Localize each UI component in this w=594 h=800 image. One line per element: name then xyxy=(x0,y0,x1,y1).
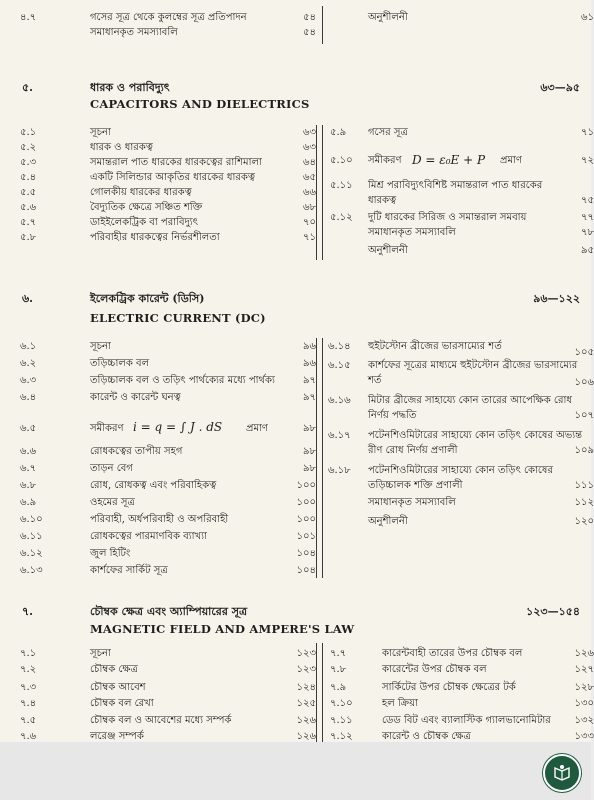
toc-page: ৯৮ xyxy=(303,463,316,474)
toc-number: ৬.১১ xyxy=(20,531,43,542)
toc-title: পটেনশিওমিটারের সাহায্যে কোন তড়িৎ কোষের xyxy=(368,465,553,476)
chapter-title: ধারক ও পরাবিদ্যুৎ xyxy=(90,81,170,94)
toc-page: ১০০ xyxy=(296,514,316,525)
column-divider xyxy=(322,125,323,260)
toc-page: ১২৬ xyxy=(296,715,316,726)
toc-number: ৭.৭ xyxy=(330,648,347,659)
toc-number: ৭.৮ xyxy=(330,664,347,675)
toc-title: কারেন্টবাহী তারের উপর চৌম্বক বল xyxy=(382,648,523,659)
toc-number: ৬.১২ xyxy=(20,548,43,559)
column-divider xyxy=(316,125,317,260)
toc-page: ৯৬ xyxy=(303,358,316,369)
chapter-title: চৌম্বক ক্ষেত্র এবং অ্যাম্পিয়ারের সূত্র xyxy=(90,605,248,618)
toc-page: ১২৫ xyxy=(296,698,316,709)
toc-page: ৭৫ xyxy=(581,195,594,206)
toc-number: ৫.৭ xyxy=(20,217,37,228)
toc-title: বৈদ্যুতিক ক্ষেত্রে সঞ্চিত শক্তি xyxy=(90,202,203,213)
toc-title: সূচনা xyxy=(90,341,111,352)
chapter-number: ৬. xyxy=(22,292,33,305)
toc-title-continued: ধারকত্ব xyxy=(368,195,397,206)
column-divider xyxy=(316,338,317,578)
toc-title: চৌম্বক ক্ষেত্র xyxy=(90,664,138,675)
toc-page: ১৩২ xyxy=(574,715,594,726)
toc-page: ১০০ xyxy=(296,497,316,508)
toc-page: ৬৮ xyxy=(303,202,316,213)
toc-title: পটেনশিওমিটারের সাহায্যে কোন তড়িৎ কোষের অভ্যন্ত xyxy=(368,430,583,441)
toc-title: প্রমাণ xyxy=(500,155,522,166)
toc-number: ৬.২ xyxy=(20,358,37,369)
toc-title: তড়িচ্চালক বল ও তড়িৎ পার্থক্যের মধ্যে পার্থক্য xyxy=(90,375,275,386)
chapter-english-title: MAGNETIC FIELD AND AMPERE'S LAW xyxy=(90,622,355,636)
toc-number: ৬.১৭ xyxy=(328,430,351,441)
toc-page: ১২০ xyxy=(574,516,594,527)
toc-number: ৫.৫ xyxy=(20,187,37,198)
toc-page: ৯৭ xyxy=(303,375,316,386)
toc-number: ৬.৪ xyxy=(20,392,37,403)
toc-page: ৬৩ xyxy=(302,127,316,138)
toc-equation: i = q = ∫ J . dS xyxy=(133,420,223,434)
toc-page: ১২৬ xyxy=(296,731,316,742)
toc-page: ৭২ xyxy=(580,155,594,166)
toc-title: চৌম্বক বল ও আবেশের মধ্যে সম্পর্ক xyxy=(90,715,232,726)
toc-title: সার্কিটের উপর চৌম্বক ক্ষেত্রের টর্ক xyxy=(382,682,516,693)
toc-title: গসের সূত্র থেকে কুলম্বের সূত্র প্রতিপাদন xyxy=(90,12,247,23)
toc-number: ৬.৬ xyxy=(20,446,37,457)
toc-number: ৭.৩ xyxy=(20,682,37,693)
toc-title: দুটি ধারকের সিরিজ ও সমান্তরাল সমবায় xyxy=(368,212,527,223)
toc-title: পরিবাহীর ধারকত্বের নির্ভরশীলতা xyxy=(90,232,220,243)
toc-title-continued: শর্ত xyxy=(368,375,382,386)
toc-page: ৭০ xyxy=(302,217,316,228)
toc-number: ৭.১১ xyxy=(330,715,353,726)
toc-page: ১২৭ xyxy=(574,664,594,675)
toc-number: ৫.৩ xyxy=(20,157,37,168)
toc-title: রোধকত্বের পারমাণবিক ব্যাখ্যা xyxy=(90,531,207,542)
toc-number: ৬.১৫ xyxy=(328,360,351,371)
toc-number: ৭.২ xyxy=(20,664,37,675)
toc-title: গসের সূত্র xyxy=(368,127,408,138)
toc-page: ৬৩ xyxy=(302,142,316,153)
toc-title: ধারক ও ধারকত্ব xyxy=(90,142,153,153)
toc-title: সমাধানকৃত সমস্যাবলি xyxy=(368,227,456,238)
toc-page: ৯৮ xyxy=(303,446,316,457)
toc-title: অনুশীলনী xyxy=(368,516,408,527)
toc-title: চৌম্বক আবেশ xyxy=(90,682,146,693)
toc-page: ১০০ xyxy=(296,480,316,491)
toc-title: ডেড বিট এবং ব্যালাস্টিক গ্যালভানোমিটার xyxy=(382,715,551,726)
toc-title: কারেন্ট ও চৌম্বক ক্ষেত্র xyxy=(382,731,471,742)
toc-page: ১১১ xyxy=(574,480,594,491)
toc-number: ৬.১৪ xyxy=(328,341,351,352)
toc-page: ১১২ xyxy=(574,497,594,508)
toc-page: ৬৫ xyxy=(303,172,316,183)
toc-title: মিশ্র পরাবিদ্যুৎবিশিষ্ট সমান্তরাল পাত ধারকের xyxy=(368,180,543,191)
toc-title: প্রমাণ xyxy=(246,423,268,434)
toc-page: ১২৬ xyxy=(574,648,594,659)
toc-title: মিটার ব্রীজের সাহায্যে কোন তারের আপেক্ষিক রোধ xyxy=(368,395,572,406)
toc-page: ৯৭ xyxy=(303,392,316,403)
toc-title: কার্শফের সার্কিট সূত্র xyxy=(90,565,168,576)
chapter-english-title: ELECTRIC CURRENT (DC) xyxy=(90,311,266,325)
app-logo[interactable] xyxy=(543,754,581,792)
toc-page: ৫৪ xyxy=(303,12,316,23)
toc-page: ১০৬ xyxy=(574,377,594,388)
toc-number: ৭.১২ xyxy=(330,731,353,742)
toc-number: ৫.১০ xyxy=(330,155,353,166)
toc-page: ১৩৩ xyxy=(574,731,594,742)
toc-number: ৫.১১ xyxy=(330,180,353,191)
toc-number: ৬.৮ xyxy=(20,480,37,491)
toc-number: ৬.১ xyxy=(20,341,37,352)
toc-number: ৬.৫ xyxy=(20,423,37,434)
toc-page: ৬৬ xyxy=(302,187,316,198)
toc-number: ৬.৯ xyxy=(20,497,37,508)
toc-number: ৭.৬ xyxy=(20,731,37,742)
toc-number: ৬.১০ xyxy=(20,514,43,525)
toc-page: ৫৪ xyxy=(303,27,316,38)
toc-title: কারেন্টের উপর চৌম্বক বল xyxy=(382,664,487,675)
toc-page: ৯৮ xyxy=(303,423,316,434)
toc-number: ৭.১ xyxy=(20,648,37,659)
toc-number: ৪.৭ xyxy=(20,12,37,23)
chapter-number: ৫. xyxy=(22,81,33,94)
toc-title: গোলকীয় ধারকের ধারকত্ব xyxy=(90,187,192,198)
column-divider xyxy=(322,643,323,742)
toc-number: ৫.৯ xyxy=(330,127,347,138)
toc-title: সমাধানকৃত সমস্যাবলি xyxy=(90,27,178,38)
toc-title: সমান্তরাল পাত ধারকের ধারকত্বের রাশিমালা xyxy=(90,157,262,168)
toc-title: একটি সিলিন্ডার আকৃতির ধারকের ধারকত্ব xyxy=(90,172,255,183)
toc-title: ওহমের সূত্র xyxy=(90,497,135,508)
toc-page: ১০৪ xyxy=(296,548,316,559)
toc-page: ১০৫ xyxy=(574,347,594,358)
toc-page: ১২৩ xyxy=(296,648,316,659)
toc-title: অনুশীলনী xyxy=(368,245,408,256)
toc-equation-label: সমীকরণ xyxy=(368,155,402,166)
toc-page: ৭১ xyxy=(303,232,316,243)
toc-title: ডাইইলেকট্রিক বা পরাবিদ্যুৎ xyxy=(90,217,199,228)
chapter-page-range: ৯৬—১২২ xyxy=(533,292,580,305)
toc-title: কারেন্ট ও কারেন্ট ঘনত্ব xyxy=(90,392,181,403)
toc-page: ৭১ xyxy=(581,127,594,138)
toc-number: ৭.৯ xyxy=(330,682,347,693)
toc-title: চৌম্বক বল রেখা xyxy=(90,698,154,709)
toc-title: রোধ, রোধকত্ব এবং পরিবাহিকত্ব xyxy=(90,480,217,491)
toc-page: ১০৯ xyxy=(574,445,594,456)
toc-title: অনুশীলনী xyxy=(368,12,408,23)
chapter-english-title: CAPACITORS AND DIELECTRICS xyxy=(90,97,310,111)
chapter-number: ৭. xyxy=(22,605,33,618)
chapter-page-range: ১২৩—১৫৪ xyxy=(526,605,580,618)
toc-number: ৬.১৬ xyxy=(328,395,351,406)
toc-page: ১০১ xyxy=(296,531,316,542)
toc-title: হুইটস্টোন ব্রীজের ভারসাম্যের শর্ত xyxy=(368,341,502,352)
toc-number: ৬.৩ xyxy=(20,375,37,386)
toc-number: ৫.১২ xyxy=(330,212,353,223)
toc-title-continued: রীণ রোধ নির্ণয় প্রণালী xyxy=(368,445,458,456)
toc-number: ৫.৬ xyxy=(20,202,37,213)
toc-number: ৫.২ xyxy=(20,142,37,153)
toc-title: তড়িচ্চালক বল xyxy=(90,358,150,369)
toc-title: লরেঞ্জ সম্পর্ক xyxy=(90,731,144,742)
column-divider xyxy=(322,338,323,578)
toc-page: ১২৩ xyxy=(296,664,316,675)
toc-title: রোধকত্বের তাপীয় সহগ xyxy=(90,446,183,457)
column-divider xyxy=(322,6,323,44)
toc-number: ৫.১ xyxy=(20,127,37,138)
toc-page: ৭৭ xyxy=(580,212,594,223)
toc-page: ৭৮ xyxy=(581,227,594,238)
toc-page: ১০৭ xyxy=(574,410,594,421)
toc-number: ৭.১০ xyxy=(330,698,353,709)
toc-page: ৬৪ xyxy=(303,157,316,168)
toc-title: পরিবাহী, অর্ধপরিবাহী ও অপরিবাহী xyxy=(90,514,229,525)
book-logo-icon xyxy=(552,763,572,783)
toc-title: সমাধানকৃত সমস্যাবলি xyxy=(368,497,456,508)
toc-equation: D = ε₀E + P xyxy=(412,153,486,167)
toc-equation-label: সমীকরণ xyxy=(90,423,124,434)
toc-title: তাড়ন বেগ xyxy=(90,463,133,474)
toc-number: ৭.৪ xyxy=(20,698,37,709)
chapter-title: ইলেকট্রিক কারেন্ট (ডিসি) xyxy=(90,292,205,305)
toc-number: ৭.৫ xyxy=(20,715,37,726)
toc-page: ১২৪ xyxy=(296,682,316,693)
toc-title: সূচনা xyxy=(90,127,111,138)
toc-title: হল ক্রিয়া xyxy=(382,698,418,709)
toc-number: ৬.১৮ xyxy=(328,465,351,476)
viewer-background xyxy=(0,742,591,800)
toc-number: ৬.৭ xyxy=(20,463,37,474)
toc-number: ৫.৮ xyxy=(20,232,37,243)
toc-page: ৯৬ xyxy=(303,341,316,352)
toc-title-continued: নির্ণয় পদ্ধতি xyxy=(368,410,417,421)
toc-page: ১৩০ xyxy=(574,698,594,709)
toc-title: জুল হিটিং xyxy=(90,548,131,559)
toc-page: ৯৫ xyxy=(581,245,594,256)
toc-title: কার্শফের সূত্রের মাধ্যমে হুইটস্টোন ব্রীজের ভারসাম্যের xyxy=(368,360,578,371)
toc-number: ৬.১৩ xyxy=(20,565,43,576)
toc-number: ৫.৪ xyxy=(20,172,37,183)
chapter-page-range: ৬৩—৯৫ xyxy=(540,81,580,94)
toc-title-continued: তড়িচ্চালক শক্তি প্রণালী xyxy=(368,480,463,491)
toc-page: ৬১ xyxy=(581,12,594,23)
column-divider xyxy=(316,643,317,742)
toc-page: ১২৮ xyxy=(574,682,594,693)
toc-page: ১০৪ xyxy=(296,565,316,576)
toc-title: সূচনা xyxy=(90,648,111,659)
